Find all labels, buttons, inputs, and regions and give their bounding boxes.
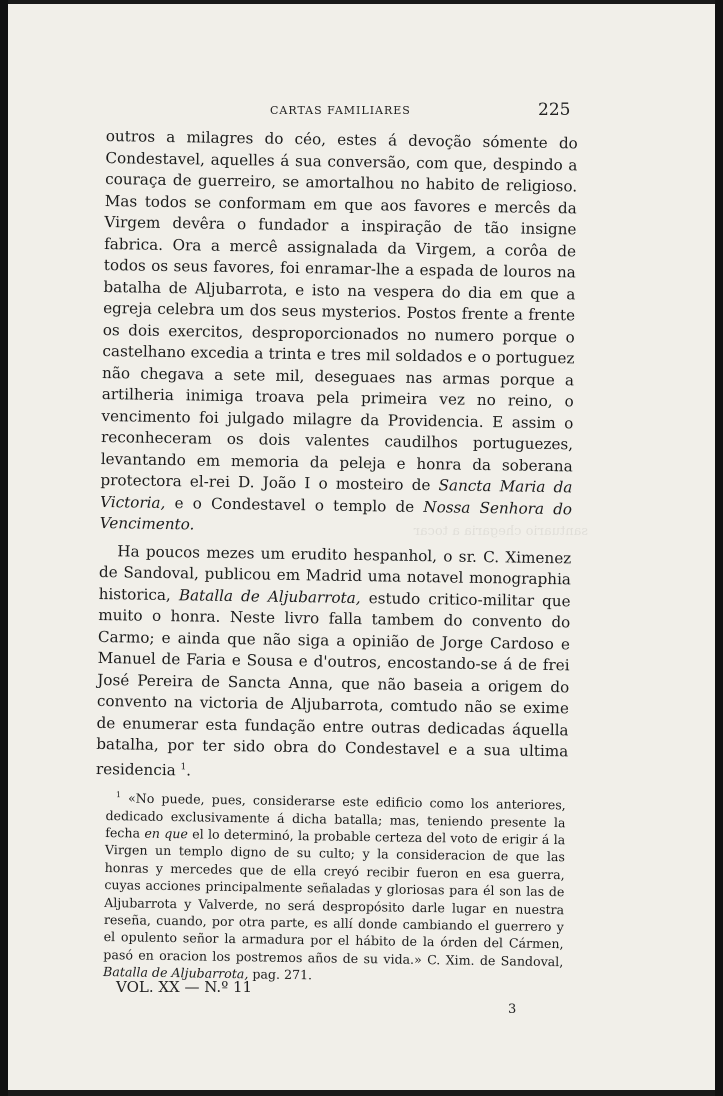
sheet-number: 3 [508,1002,517,1017]
footnote-italic: en que [144,825,189,842]
paragraph-text: e o Condestavel o templo de [165,493,424,516]
italic-title: Batalla de Aljubarrota, [178,585,361,607]
footnote-marker: 1 [115,790,122,800]
footnote [103,786,566,988]
volume-signature: VOL. XX — N.º 11 [116,978,253,996]
paragraph-text: outros a milagres do céo, estes á devoção sómente do Condestavel, aquelles á sua conversão, com que, despindo a couraça de guerreiro, se amortalhou no habito de religioso. Mas todos se conformam em que aos favores e mercês da Virgem devêra o fundador a inspiração de tão insigne fabrica. Ora a mercê assignalada da Virgem, a corôa de todos os seus favores, foi enramar-lhe a espada de louros na batalha de Aljubarrota, e isto na vespera do dia em que a egreja celebra um dos seus mysterios. Postos frente a frente os dois exercitos, desproporcionados no numero porque o castelhano excedia a trinta e tres mil soldados e o portuguez não chegava a sete mil, deseguaes nas armas porque a artilheria inimiga troava pela primeira vez no reino, o vencimento foi julgado milagre da Providencia. E assim o reconheceram os dois valentes caudilhos portuguezes, levantando em memoria da peleja e honra da soberana protectora el-rei D. João I o mosteiro de [100,126,578,495]
footnote-segment: «No puede, pues, considerarse este edificio como los anteriores, dedicado exclusivamente á dicha batalla; mas, teniendo presente la fecha [105,790,566,841]
scan-border-right [715,0,723,1096]
book-page [8,4,715,1090]
footnote-text [103,786,566,988]
paragraph-text: estudo critico-militar que muito o honra. Neste livro falla tambem do convento do Carmo; e ainda que não siga a opinião de Jorge Cardoso e Manuel de Faria e Sousa e d'outros, encostando-se á de frei José Pereira de Sancta Anna, que não baseia a origem do convento na victoria de Aljubarrota, comtudo não se exime de enumerar esta fundação entre outras dedicadas áquella batalha, por ter sido obra do Condestavel e a sua ultima residencia [95,588,571,779]
main-text [96,126,578,787]
bleed-through-text: santuario chegaria a tocar [413,524,588,539]
paragraph [100,126,578,542]
italic-title: Sancta Maria da Victoria, [99,476,573,512]
page-header [8,96,715,126]
paragraph: Ha poucos mezes um erudito hespanhol, o sr. C. Ximenez de Sandoval, publicou em Madrid uma notavel monographia historica, Batalla de Aljubarrota, estudo critico-militar que muito o honra. Neste livro falla tambem do convento do Carmo; e ainda que não siga a opinião de Jorge Cardoso e Manuel de Faria e Sousa e d'outros, encostando-se á de frei José Pereira de Sancta Anna, que não baseia a origem do convento na victoria de Aljubarrota, comtudo não se exime de enumerar esta fundação entre outras dedicadas áquella batalha, por ter sido obra do Condestavel e a sua ultima residencia $^1$. [95,541,572,779]
footnote-segment: el lo determinó, la probable certeza del voto de erigir á la Virgen un templo digno de su culto; y la consideracion de que las honras y mercedes que de ella creyó recibir fueron en esa guerra, cuyas acciones principalmente señaladas y gloriosas para él son las de Aljubarrota y Valverde, no será despropósito darle lugar en nuestra reseña, cuando, por otra parte, es allí donde cambiando el guerrero y el opulento señor la armadura por el hábito de la órden del Cármen, pasó en oracion los postremos años de su vida.» C. Xim. de Sandoval, [103,826,566,970]
footnote-segment: pag. 271. [248,966,313,983]
running-title: CARTAS FAMILIARES [270,104,411,117]
page-number: 225 [538,100,571,120]
paragraph-text: Ha poucos mezes um erudito hespanhol, o sr. C. Ximenez de Sandoval, publicou em Madrid uma notavel monographia historica, [98,541,572,604]
italic-title: Nossa Senhora do Vencimento. [99,497,573,534]
footnote-italic: Batalla de Aljubarrota, [102,964,249,982]
footnote-reference[interactable]: 1 [180,761,187,772]
scan-border-left [0,0,8,1096]
